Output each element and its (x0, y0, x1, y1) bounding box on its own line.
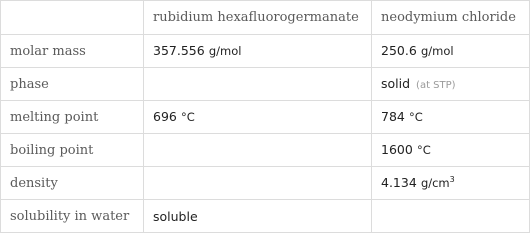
cell-molar-mass-col2 (372, 35, 530, 68)
cell-density-col2 (372, 167, 530, 200)
header-rubidium-hexafluorogermanate: rubidium hexafluorogermanate (144, 1, 372, 35)
unit: °C (181, 110, 195, 124)
value: 250.6 (381, 43, 417, 58)
unit-exponent: 3 (449, 175, 455, 185)
cell-solubility-col1: soluble (144, 200, 372, 233)
unit-base: g/cm (420, 176, 450, 190)
row-label-boiling-point: boiling point (1, 134, 144, 167)
cell-melting-point-col1 (144, 101, 372, 134)
cell-molar-mass-col1 (144, 35, 372, 68)
row-label-molar-mass: molar mass (1, 35, 144, 68)
cell-boiling-point-col2 (372, 134, 530, 167)
table-row-molar-mass (1, 35, 530, 68)
unit (421, 176, 455, 190)
table-row-phase (1, 68, 530, 101)
table-row-solubility (1, 200, 530, 233)
cell-solubility-col2 (372, 200, 530, 233)
table-row-density (1, 167, 530, 200)
cell-boiling-point-col1 (144, 134, 372, 167)
row-label-melting-point: melting point (1, 101, 144, 134)
row-label-density: density (1, 167, 144, 200)
row-label-solubility: solubility in water (1, 200, 144, 233)
cell-phase-col1 (144, 68, 372, 101)
header-row (1, 1, 530, 35)
unit: g/mol (208, 44, 242, 58)
cell-phase-col2 (372, 68, 530, 101)
cell-density-col1 (144, 167, 372, 200)
header-corner-cell (1, 1, 144, 35)
value: 357.556 (153, 43, 205, 58)
row-label-phase: phase (1, 68, 144, 101)
value: 4.134 (381, 175, 417, 190)
table-row-melting-point (1, 101, 530, 134)
cell-melting-point-col2 (372, 101, 530, 134)
value: 784 (381, 109, 405, 124)
unit: °C (416, 143, 431, 157)
table-row-boiling-point (1, 134, 530, 167)
unit: °C (409, 110, 423, 124)
unit: g/mol (420, 44, 454, 58)
value: 1600 (381, 142, 413, 157)
condition-note: (at STP) (416, 80, 456, 91)
header-neodymium-chloride: neodymium chloride (372, 1, 530, 35)
value: solid (381, 76, 411, 91)
value: 696 (153, 109, 177, 124)
